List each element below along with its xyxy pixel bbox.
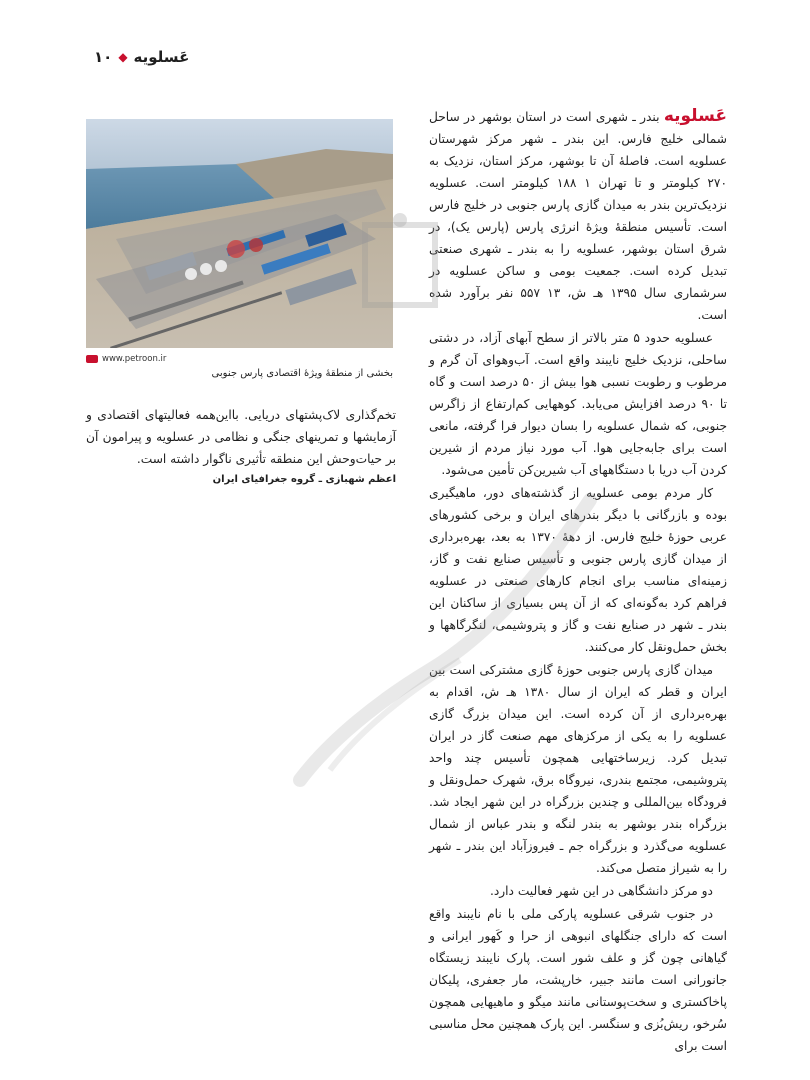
- article-paragraph-2: عسلویه حدود ۵ متر بالاتر از سطح آبهای آزاد، در دشتی ساحلی، نزدیک خلیج نایبند واقع است. آب‌وهوای آن گرم و مرطوب و رطوبت نسبی هوا بیش از ۵۰ درصد است و گاه تا ۹۰ درصد افزایش می‌یابد. کوههایی کم‌ارتفاع از زاگرس جنوبی، که شمال عسلویه را بسان دیوار فرا گرفته، مانعی است برای جابه‌جایی هوا. آب مورد نیاز مردم از شیرین کردن آب دریا با دستگاههای آب شیرین‌کن تأمین می‌شود.: [429, 331, 728, 477]
- left-paragraph: تخم‌گذاری لاک‌پشتهای دریایی. بااین‌همه فعالیتهای اقتصادی و آزمایشها و تمرینهای جنگی و نظامی در عسلویه و پیرامون آن بر حیات‌وحش این منطقه تأثیری ناگوار داشته است.: [86, 408, 396, 466]
- page-title: عَسلویه: [133, 48, 190, 66]
- page-number: ۱۰: [94, 48, 113, 66]
- petroon-logo-icon: [86, 355, 98, 363]
- article-paragraph-1-text: بندر ـ شهری است در استان بوشهر در ساحل شمالی خلیج فارس. این بندر ـ شهر مرکز شهرستان عسلویه است. فاصلهٔ آن تا بوشهر، مرکز استان، نزدیک به ۲۷۰ کیلومتر و تا تهران ۱ ۱۸۸ کیلومتر است. عسلویه نزدیک‌ترین بندر به میدان گازی پارس جنوبی در خلیج فارس است. تأسیس منطقهٔ ویژهٔ انرژی پارس (پارس یک)، در شرق استان بوشهر، عسلویه را به بندر ـ شهری صنعتی تبدیل کرده است. جمعیت بومی و ساکن عسلویه در سرشماری سال ۱۳۹۵ هـ ش، ۱۳ ۵۵۷ نفر برآورد شده است.: [429, 110, 728, 322]
- author-line: اعظم شهبازی ـ گروه جغرافیای ایران: [212, 474, 396, 485]
- article-paragraph-3: کار مردم بومی عسلویه از گذشته‌های دور، ماهیگیری بوده و بازرگانی با دیگر بندرهای ایران و برخی کشورهای عربی حوزهٔ خلیج فارس. از دههٔ ۱۳۷۰ به بعد، بهره‌برداری از میدان گازی پارس جنوبی و تأسیس صنایع نفت و گاز، زمینه‌ای مناسب برای انجام کارهای صنعتی در عسلویه فراهم کرد به‌گونه‌ای که از آن پس بسیاری از ساکنان این بندر ـ شهر در صنایع نفت و گاز و پتروشیمی، لنگرگاهها و بخش حمل‌ونقل کار می‌کنند.: [429, 486, 728, 654]
- article-body: [429, 105, 727, 1058]
- industrial-zone-photo: [86, 119, 393, 348]
- article-title-word: عَسلویه: [663, 106, 728, 126]
- photo-credit: [86, 354, 166, 364]
- article-paragraph-4: میدان گازی پارس جنوبی حوزهٔ گازی مشترکی است بین ایران و قطر که ایران از سال ۱۳۸۰ هـ ش، اقدام به بهره‌برداری از آن کرده است. این میدان بزرگ گازی عسلویه را به یکی از مرکزهای مهم صنعت گاز در ایران تبدیل کرد. زیرساختهایی همچون تأسیس چند واحد پتروشیمی، مجتمع بندری، نیروگاه برق، شهرک حمل‌ونقل و فرودگاه بین‌المللی و چندین بزرگراه در این شهر ایجاد شد. بزرگراه بندر بوشهر به بندر لنگه و بندر عباس از شمال عسلویه می‌گذرد و بزرگراه جم ـ فیروزآباد این بندر ـ شهر را به شیراز متصل می‌کند.: [429, 663, 727, 875]
- photo-credit-text: www.petroon.ir: [102, 354, 167, 364]
- article-paragraph-6: در جنوب شرقی عسلویه پارکی ملی با نام نایبند واقع است که دارای جنگلهای انبوهی از حرا و کَهور ایرانی و گیاهانی چون گز و علف شور است. پارک نایبند زیستگاه جانورانی است مانند جبیر، خارپشت، مار جعفری، پلیکان پاخاکستری و سخت‌پوستانی مانند میگو و ماهیهایی همچون سُرخو، ریش‌بُزی و سنگسر. این پارک همچنین محل مناسبی است برای: [429, 907, 727, 1053]
- article-paragraph-1: [429, 105, 727, 326]
- article-paragraph-5: دو مرکز دانشگاهی در این شهر فعالیت دارد.: [489, 884, 713, 898]
- diamond-icon: ◆: [118, 50, 128, 64]
- figure-caption: بخشی از منطقهٔ ویژهٔ اقتصادی پارس جنوبی: [211, 368, 393, 379]
- industrial-zone-illustration: [86, 119, 393, 348]
- left-column-text: [86, 404, 396, 470]
- page-header: [94, 48, 189, 66]
